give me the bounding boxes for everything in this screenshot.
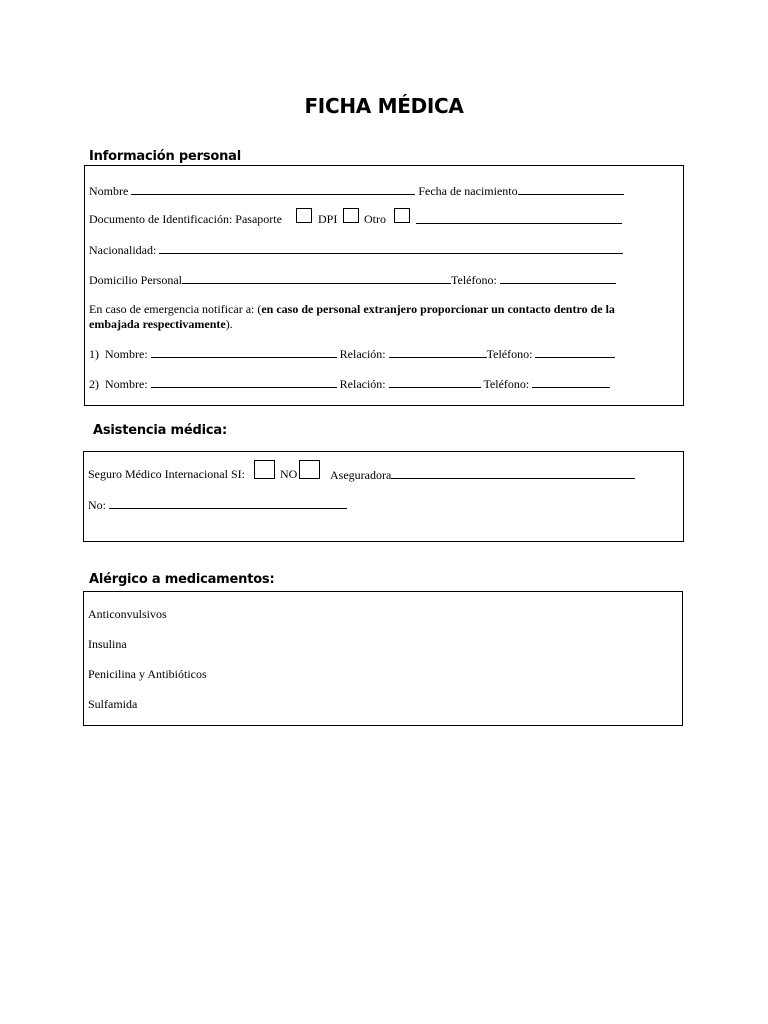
- page-title: FICHA MÉDICA: [304, 94, 464, 118]
- contacto-2-nombre-field[interactable]: [151, 376, 337, 388]
- seguro-no-checkbox[interactable]: [299, 460, 320, 479]
- contacto-1-telefono-label: Teléfono:: [486, 347, 533, 361]
- fecha-nacimiento-label: Fecha de nacimiento: [418, 184, 518, 198]
- domicilio-field[interactable]: [182, 272, 451, 284]
- telefono-field[interactable]: [500, 272, 616, 284]
- contacto-1-nombre-field[interactable]: [151, 346, 337, 358]
- contacto-1-row: [89, 346, 615, 361]
- section-heading-asistencia: Asistencia médica:: [93, 423, 227, 438]
- otro-label: Otro: [364, 212, 386, 226]
- seguro-si-checkbox[interactable]: [254, 460, 275, 479]
- contacto-2-number: 2): [89, 377, 99, 391]
- telefono-label: Teléfono:: [451, 273, 497, 287]
- alergico-box: [83, 591, 683, 726]
- domicilio-row: [89, 272, 616, 287]
- contacto-1-telefono-field[interactable]: [535, 346, 615, 358]
- aseguradora-label: Aseguradora: [330, 468, 392, 482]
- otro-checkbox[interactable]: [394, 208, 410, 223]
- contacto-2-telefono-field[interactable]: [532, 376, 610, 388]
- alergia-item-penicilina: Penicilina y Antibióticos: [88, 667, 207, 681]
- dpi-label: DPI: [318, 212, 338, 226]
- numero-row: [88, 497, 347, 512]
- contacto-2-nombre-label: Nombre:: [105, 377, 148, 391]
- contacto-2-row: [89, 376, 610, 391]
- section-heading-personal: Información personal: [89, 149, 241, 164]
- pasaporte-checkbox[interactable]: [296, 208, 312, 223]
- nacionalidad-row: [89, 242, 623, 257]
- contacto-1-number: 1): [89, 347, 99, 361]
- contacto-2-telefono-label: Teléfono:: [483, 377, 530, 391]
- nombre-label: Nombre: [89, 184, 129, 198]
- numero-field[interactable]: [109, 497, 347, 509]
- aseguradora-row: [330, 467, 635, 482]
- contacto-2-relacion-label: Relación:: [339, 377, 386, 391]
- emergencia-bold-note: en caso de personal extranjero proporcionar un contacto dentro de la embajada respectivamente: [89, 302, 615, 331]
- section-heading-alergico: Alérgico a medicamentos:: [89, 572, 275, 587]
- nacionalidad-field[interactable]: [159, 242, 623, 254]
- numero-label: No:: [88, 498, 106, 512]
- emergencia-instructions: [89, 302, 659, 332]
- domicilio-label: Domicilio Personal: [89, 273, 182, 287]
- alergia-item-sulfamida: Sulfamida: [88, 697, 138, 711]
- contacto-1-nombre-label: Nombre:: [105, 347, 148, 361]
- aseguradora-field[interactable]: [391, 467, 635, 479]
- seguro-no-label: NO: [280, 467, 298, 481]
- seguro-label: Seguro Médico Internacional SI:: [88, 467, 245, 481]
- nombre-row: [89, 183, 624, 198]
- documento-label: Documento de Identificación: Pasaporte: [89, 212, 282, 226]
- alergia-item-anticonvulsivos: Anticonvulsivos: [88, 607, 167, 621]
- alergia-item-insulina: Insulina: [88, 637, 127, 651]
- otro-documento-field[interactable]: [416, 212, 622, 224]
- contacto-2-relacion-field[interactable]: [389, 376, 481, 388]
- contacto-1-relacion-label: Relación:: [339, 347, 386, 361]
- nombre-field[interactable]: [131, 183, 415, 195]
- contacto-1-relacion-field[interactable]: [389, 346, 487, 358]
- fecha-nacimiento-field[interactable]: [518, 183, 624, 195]
- emergencia-prefix: En caso de emergencia notificar a: (: [89, 302, 262, 316]
- nacionalidad-label: Nacionalidad:: [89, 243, 157, 257]
- emergencia-suffix: ).: [225, 317, 233, 331]
- dpi-checkbox[interactable]: [343, 208, 359, 223]
